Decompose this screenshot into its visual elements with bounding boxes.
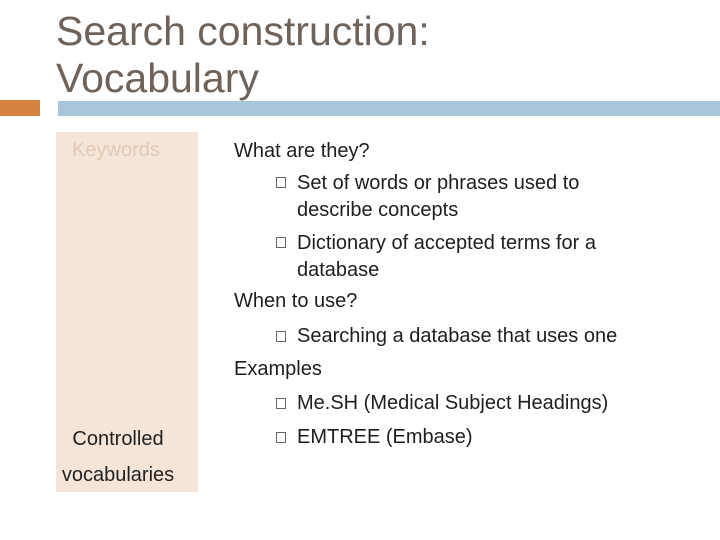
heading-examples: Examples (234, 358, 322, 380)
bullet-text: Searching a database that uses one (297, 325, 618, 347)
question-what-are-they: What are they? (234, 140, 370, 162)
bullet-text: Dictionary of accepted terms for a (297, 232, 597, 254)
panel-bottom-line-1: Controlled (72, 428, 164, 450)
checkbox-bullet-icon (276, 398, 286, 409)
bullet-text: Set of words or phrases used to (297, 172, 580, 194)
checkbox-bullet-icon (276, 432, 286, 443)
bullet-text-continued: database (297, 259, 380, 281)
slide-title-line-2: Vocabulary (56, 55, 259, 101)
panel-bottom-line-2: vocabularies (61, 464, 175, 486)
slide-title-line-1: Search construction: (56, 8, 430, 54)
checkbox-bullet-icon (276, 237, 286, 248)
checkbox-bullet-icon (276, 331, 286, 342)
bullet-text: EMTREE (Embase) (297, 426, 473, 448)
panel-keywords-label: Keywords (72, 139, 160, 161)
bullet-text-continued: describe concepts (297, 199, 459, 221)
bullet-text: Me.SH (Medical Subject Headings) (297, 392, 609, 414)
question-when-to-use: When to use? (234, 290, 358, 312)
checkbox-bullet-icon (276, 177, 286, 188)
